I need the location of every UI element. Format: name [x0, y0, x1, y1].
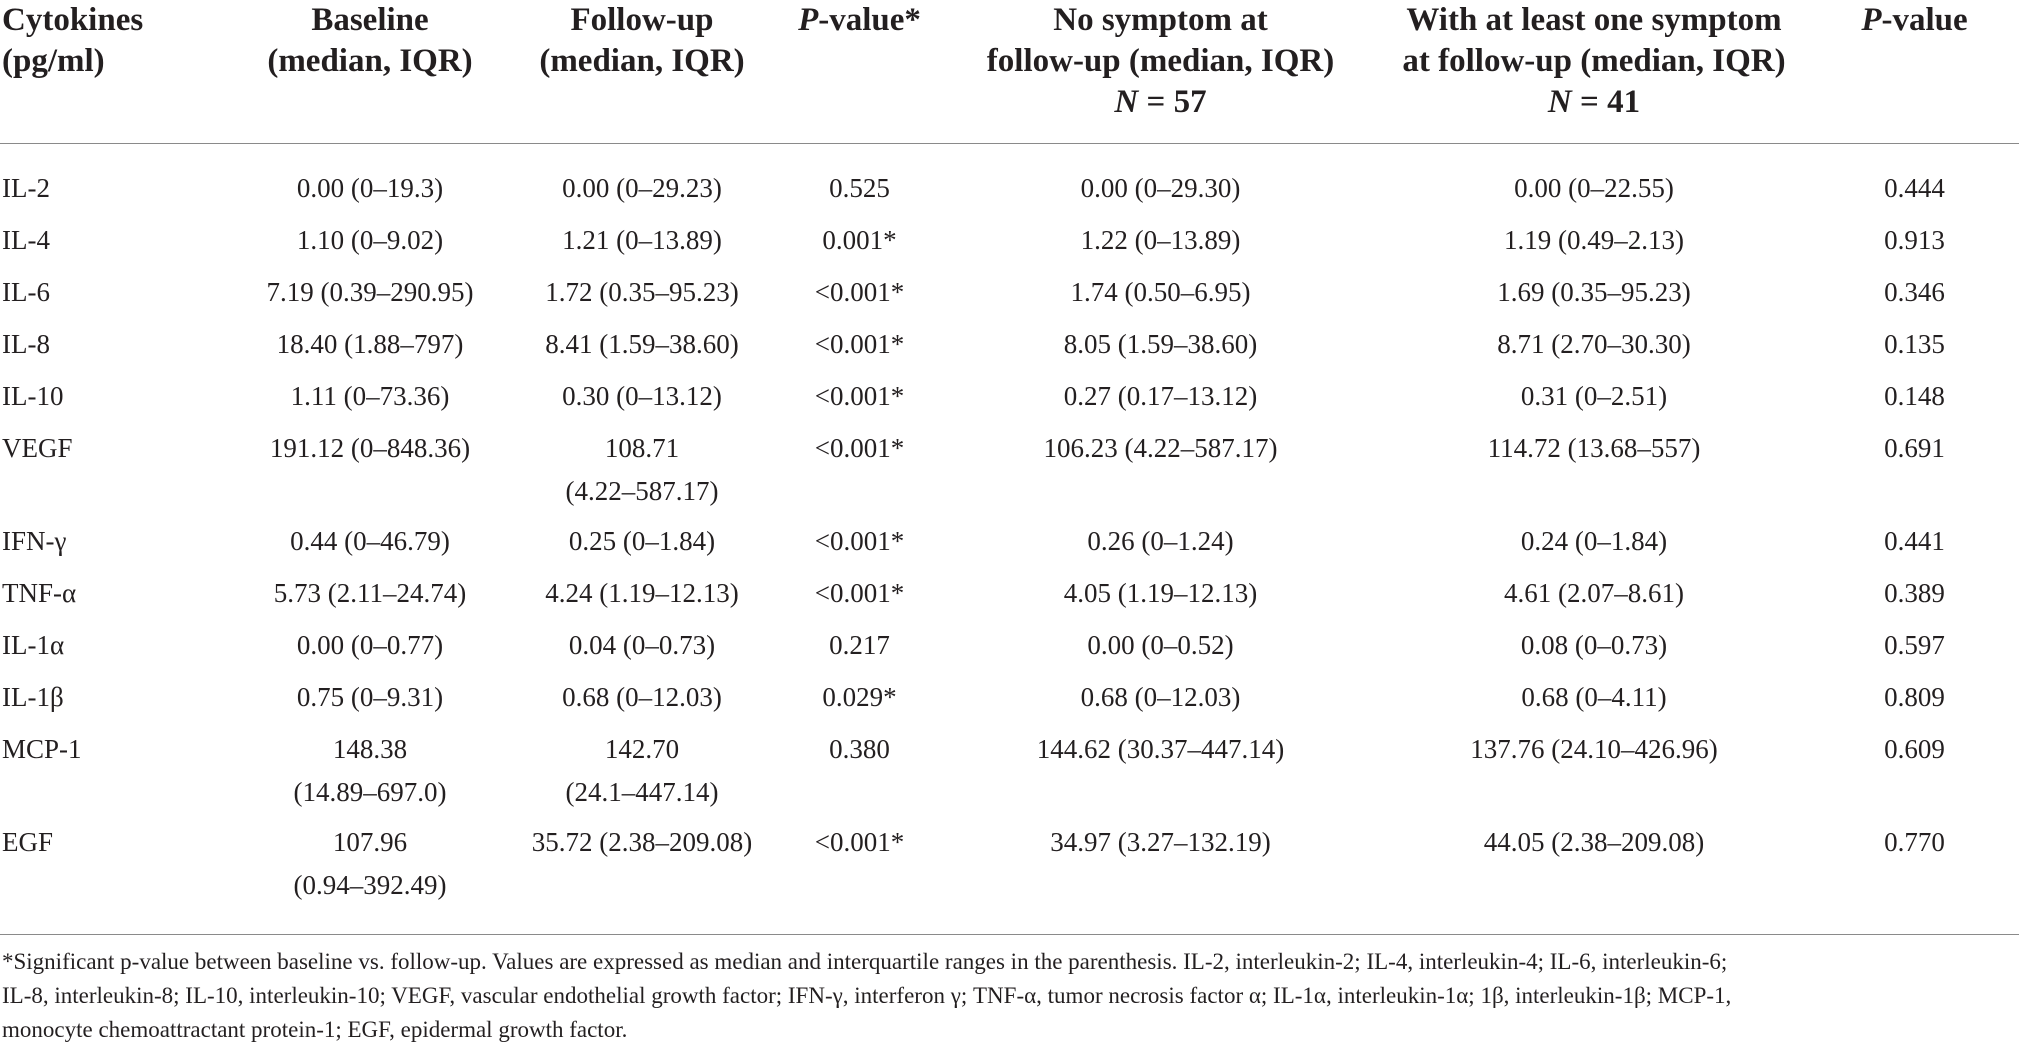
pvalue-2-cell: 0.913	[1884, 225, 1945, 255]
table-header	[0, 0, 2019, 144]
baseline-cell	[232, 821, 508, 935]
followup-cell	[508, 144, 776, 220]
cytokine-name-cell: IL-1β	[2, 682, 64, 712]
followup-cell-line: (4.22–587.17)	[565, 476, 719, 506]
cytokine-name-cell: IL-1α	[2, 630, 65, 660]
header-cytokines: Cytokines (pg/ml)	[0, 0, 232, 144]
pvalue-2-cell: 0.389	[1884, 578, 1945, 608]
followup-cell-line: (24.1–447.14)	[565, 777, 719, 807]
no-symptom-cell: 0.26 (0–1.24)	[1087, 526, 1234, 556]
baseline-cell-line: 0.00 (0–19.3)	[296, 173, 444, 203]
table-row	[0, 520, 2019, 572]
baseline-cell	[232, 624, 508, 676]
pvalue-2-cell: 0.148	[1884, 381, 1945, 411]
pvalue-1-cell: <0.001*	[814, 329, 905, 359]
table-footnote	[2, 945, 2012, 1047]
pvalue-1-cell: 0.217	[829, 630, 890, 660]
followup-cell	[508, 624, 776, 676]
header-pvalue-1: P-value*	[776, 0, 943, 144]
table-row	[0, 572, 2019, 624]
footnote-line: IL-8, interleukin-8; IL-10, interleukin-10; VEGF, vascular endothelial growth factor; IFN-γ, interferon γ; TNF-α, tumor necrosis factor α; IL-1α, interleukin-1α; 1β, interleukin-1β; MCP-1,	[2, 983, 1732, 1008]
baseline-cell	[232, 520, 508, 572]
with-symptom-cell: 8.71 (2.70–30.30)	[1497, 329, 1691, 359]
pvalue-1-cell: <0.001*	[814, 277, 905, 307]
pvalue-1-cell: 0.525	[829, 173, 890, 203]
baseline-cell-line: 1.10 (0–9.02)	[296, 225, 444, 255]
followup-cell	[508, 219, 776, 271]
no-symptom-cell: 34.97 (3.27–132.19)	[943, 821, 1378, 935]
baseline-cell-line: 107.96	[332, 827, 408, 857]
table-row	[0, 219, 2019, 271]
baseline-cell-line: 0.44 (0–46.79)	[290, 526, 450, 556]
pvalue-1-cell: <0.001*	[814, 433, 905, 463]
header-followup: Follow-up (median, IQR)	[508, 0, 776, 144]
no-symptom-cell: 1.74 (0.50–6.95)	[1070, 277, 1251, 307]
pvalue-1-cell: <0.001*	[814, 578, 905, 608]
pvalue-2-cell: 0.597	[1884, 630, 1945, 660]
followup-cell	[508, 323, 776, 375]
header-pvalue-2: P-value	[1810, 0, 2019, 144]
baseline-cell	[232, 219, 508, 271]
followup-cell-line: 35.72 (2.38–209.08)	[531, 827, 753, 857]
pvalue-1-cell: 0.380	[829, 734, 890, 764]
baseline-cell	[232, 676, 508, 728]
cytokine-name-cell: IL-6	[2, 277, 50, 307]
baseline-cell	[232, 271, 508, 323]
followup-cell-line: 0.04 (0–0.73)	[568, 630, 716, 660]
with-symptom-cell: 1.19 (0.49–2.13)	[1504, 225, 1684, 255]
no-symptom-cell: 0.68 (0–12.03)	[1080, 682, 1241, 712]
cytokine-name-cell: IL-2	[2, 173, 50, 203]
followup-cell	[508, 427, 776, 520]
baseline-cell-line: (0.94–392.49)	[293, 870, 447, 900]
footnote-line: monocyte chemoattractant protein-1; EGF, epidermal growth factor.	[2, 1017, 628, 1042]
header-with-symptom: With at least one symptom at follow-up (median, IQR) N = 41	[1378, 0, 1810, 144]
with-symptom-cell: 4.61 (2.07–8.61)	[1504, 578, 1684, 608]
followup-cell	[508, 520, 776, 572]
pvalue-1-cell: 0.029*	[822, 682, 897, 712]
followup-cell-line: 0.68 (0–12.03)	[562, 682, 722, 712]
baseline-cell	[232, 572, 508, 624]
followup-cell-line: 0.30 (0–13.12)	[562, 381, 722, 411]
pvalue-2-cell: 0.441	[1884, 526, 1945, 556]
followup-cell	[508, 375, 776, 427]
cytokine-name-cell: IFN-γ	[2, 526, 67, 556]
followup-cell-line: 0.25 (0–1.84)	[568, 526, 716, 556]
pvalue-2-cell: 0.444	[1884, 173, 1945, 203]
baseline-cell-line: 0.00 (0–0.77)	[296, 630, 444, 660]
baseline-cell	[232, 323, 508, 375]
baseline-cell	[232, 427, 508, 520]
footnote-line: *Significant p-value between baseline vs. follow-up. Values are expressed as median and interquartile ranges in the parenthesis. IL-2, interleukin-2; IL-4, interleukin-4; IL-6, interleukin-6;	[2, 949, 1728, 974]
followup-cell-line: 1.21 (0–13.89)	[562, 225, 722, 255]
followup-cell	[508, 271, 776, 323]
baseline-cell	[232, 375, 508, 427]
followup-cell	[508, 821, 776, 935]
followup-cell	[508, 676, 776, 728]
pvalue-2-cell: 0.809	[1884, 682, 1945, 712]
table-row	[0, 375, 2019, 427]
with-symptom-cell: 137.76 (24.10–426.96)	[1470, 734, 1718, 764]
table-row	[0, 427, 2019, 520]
header-baseline: Baseline (median, IQR)	[232, 0, 508, 144]
no-symptom-cell: 0.27 (0.17–13.12)	[1063, 381, 1258, 411]
table-row	[0, 676, 2019, 728]
followup-cell	[508, 728, 776, 821]
pvalue-1-cell: <0.001*	[814, 526, 905, 556]
followup-cell	[508, 572, 776, 624]
with-symptom-cell: 114.72 (13.68–557)	[1487, 433, 1701, 463]
table-body	[0, 144, 2019, 935]
followup-cell-line: 1.72 (0.35–95.23)	[545, 277, 739, 307]
no-symptom-cell: 4.05 (1.19–12.13)	[1063, 578, 1258, 608]
cytokine-name-cell: IL-4	[2, 225, 50, 255]
pvalue-2-cell: 0.346	[1884, 277, 1945, 307]
pvalue-1-cell: <0.001*	[814, 381, 905, 411]
pvalue-1-cell: <0.001*	[776, 821, 943, 935]
with-symptom-cell: 1.69 (0.35–95.23)	[1497, 277, 1691, 307]
no-symptom-cell: 8.05 (1.59–38.60)	[1063, 329, 1258, 359]
table-row	[0, 821, 2019, 935]
no-symptom-cell: 144.62 (30.37–447.14)	[1036, 734, 1285, 764]
pvalue-1-cell: 0.001*	[822, 225, 897, 255]
no-symptom-cell: 1.22 (0–13.89)	[1080, 225, 1241, 255]
followup-cell-line: 0.00 (0–29.23)	[562, 173, 722, 203]
with-symptom-cell: 0.00 (0–22.55)	[1514, 173, 1674, 203]
no-symptom-cell: 0.00 (0–0.52)	[1087, 630, 1234, 660]
cytokine-name-cell: MCP-1	[2, 734, 82, 764]
with-symptom-cell: 44.05 (2.38–209.08)	[1378, 821, 1810, 935]
baseline-cell-line: 18.40 (1.88–797)	[276, 329, 464, 359]
followup-cell-line: 8.41 (1.59–38.60)	[545, 329, 739, 359]
baseline-cell-line: 1.11 (0–73.36)	[290, 381, 450, 411]
with-symptom-cell: 0.68 (0–4.11)	[1521, 682, 1667, 712]
table-row	[0, 323, 2019, 375]
no-symptom-cell: 106.23 (4.22–587.17)	[1043, 433, 1278, 463]
baseline-cell	[232, 144, 508, 220]
with-symptom-cell: 0.31 (0–2.51)	[1520, 381, 1668, 411]
baseline-cell-line: 0.75 (0–9.31)	[296, 682, 444, 712]
followup-cell-line: 142.70	[604, 734, 680, 764]
followup-cell-line: 4.24 (1.19–12.13)	[545, 578, 739, 608]
table-row	[0, 624, 2019, 676]
baseline-cell	[232, 728, 508, 821]
table-row	[0, 728, 2019, 821]
pvalue-2-cell: 0.770	[1810, 821, 2019, 935]
followup-cell-line: 108.71	[604, 433, 680, 463]
pvalue-2-cell: 0.691	[1884, 433, 1945, 463]
pvalue-2-cell: 0.609	[1884, 734, 1945, 764]
cytokine-name-cell: IL-8	[2, 329, 50, 359]
cytokine-name-cell: VEGF	[2, 433, 73, 463]
header-no-symptom: No symptom at follow-up (median, IQR) N = 57	[943, 0, 1378, 144]
baseline-cell-line: 5.73 (2.11–24.74)	[273, 578, 467, 608]
baseline-cell-line: 148.38	[332, 734, 408, 764]
cytokine-name-cell: IL-10	[2, 381, 64, 411]
with-symptom-cell: 0.08 (0–0.73)	[1520, 630, 1668, 660]
table-row	[0, 271, 2019, 323]
baseline-cell-line: (14.89–697.0)	[293, 777, 447, 807]
no-symptom-cell: 0.00 (0–29.30)	[1080, 173, 1241, 203]
cytokine-name-cell: TNF-α	[2, 578, 77, 608]
table-row	[0, 144, 2019, 220]
cytokine-name-cell: EGF	[0, 821, 232, 935]
pvalue-2-cell: 0.135	[1884, 329, 1945, 359]
baseline-cell-line: 191.12 (0–848.36)	[269, 433, 471, 463]
baseline-cell-line: 7.19 (0.39–290.95)	[266, 277, 474, 307]
with-symptom-cell: 0.24 (0–1.84)	[1520, 526, 1668, 556]
